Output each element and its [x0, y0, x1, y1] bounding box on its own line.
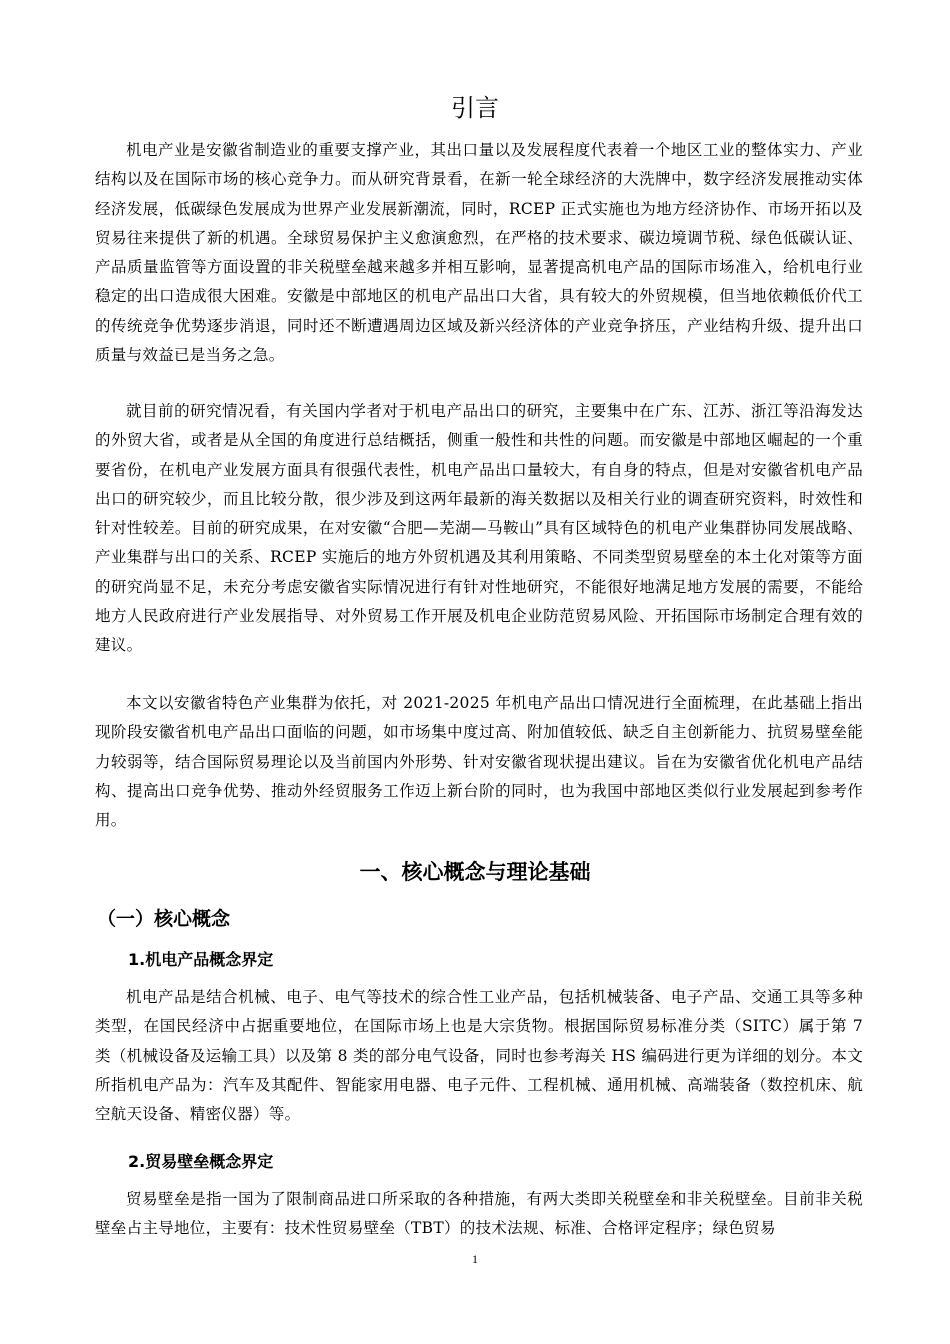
subsection-1-heading: 1.机电产品概念界定: [128, 950, 274, 969]
page-number: 1: [472, 1252, 478, 1266]
intro-paragraph-1: 机电产业是安徽省制造业的重要支撑产业，其出口量以及发展程度代表着一个地区工业的整体实力、产业结构以及在国际市场的核心竞争力。而从研究背景看，在新一轮全球经济的大洗牌中，数字经济发展推动实体经济发展，低碳绿色发展成为世界产业发展新潮流，同时，RCEP 正式实施也为地方经济协作、市场开拓以及贸易往来提供了新的机遇。全球贸易保护主义愈演愈烈，在严格的技术要求、碳边境调节税、绿色低碳认证、产品质量监管等方面设置的非关税壁垒越来越多并相互影响，显著提高机电产品的国际市场准入，给机电行业稳定的出口造成很大困难。安徽是中部地区的机电产品出口大省，具有较大的外贸规模，但当地依赖低价代工的传统竞争优势逐步消退，同时还不断遭遇周边区域及新兴经济体的产业竞争挤压，产业结构升级、提升出口质量与效益已是当务之急。: [95, 141, 863, 365]
subsection-1-paragraph: 机电产品是结合机械、电子、电气等技术的综合性工业产品，包括机械装备、电子产品、交通工具等多种类型，在国民经济中占据重要地位，在国际市场上也是大宗货物。根据国际贸易标准分类（SITC）属于第 7 类（机械设备及运输工具）以及第 8 类的部分电气设备，同时也参考海关 HS 编码进行更为详细的划分。本文所指机电产品为：汽车及其配件、智能家用电器、电子元件、工程机械、通用机械、高端装备（数控机床、航空航天设备、精密仪器）等。: [95, 988, 863, 1124]
section-heading: （一）核心概念: [97, 908, 231, 930]
chapter-heading: 一、核心概念与理论基础: [359, 860, 591, 884]
intro-paragraph-2: 就目前的研究情况看，有关国内学者对于机电产品出口的研究，主要集中在广东、江苏、浙江等沿海发达的外贸大省，或者是从全国的角度进行总结概括，侧重一般性和共性的问题。而安徽是中部地区崛起的一个重要省份，在机电产业发展方面具有很强代表性，机电产品出口量较大，有自身的特点，但是对安徽省机电产品出口的研究较少，而且比较分散，很少涉及到这两年最新的海关数据以及相关行业的调查研究资料，时效性和针对性较差。目前的研究成果，在对安徽“合肥—芜湖—马鞍山”具有区域特色的机电产业集群协同发展战略、产业集群与出口的关系、RCEP 实施后的地方外贸机遇及其利用策略、不同类型贸易壁垒的本土化对策等方面的研究尚显不足，未充分考虑安徽省实际情况进行有针对性地研究，不能很好地满足地方发展的需要，不能给地方人民政府进行产业发展指导、对外贸易工作开展及机电企业防范贸易风险、开拓国际市场制定合理有效的建议。: [95, 402, 863, 655]
document-title: 引言: [451, 94, 499, 122]
subsection-2-paragraph: 贸易壁垒是指一国为了限制商品进口所采取的各种措施，有两大类即关税壁垒和非关税壁垒。目前非关税壁垒占主导地位，主要有：技术性贸易壁垒（TBT）的技术法规、标准、合格评定程序；绿色贸易: [95, 1190, 863, 1238]
intro-paragraph-3: 本文以安徽省特色产业集群为依托，对 2021-2025 年机电产品出口情况进行全面梳理，在此基础上指出现阶段安徽省机电产品出口面临的问题，如市场集中度过高、附加值较低、缺乏自主创新能力、抗贸易壁垒能力较弱等，结合国际贸易理论以及当前国内外形势、针对安徽省现状提出建议。旨在为安徽省优化机电产品结构、提高出口竞争优势、推动外经贸服务工作迈上新台阶的同时，也为我国中部地区类似行业发展起到参考作用。: [95, 694, 863, 830]
subsection-2-heading: 2.贸易壁垒概念界定: [128, 1152, 274, 1171]
